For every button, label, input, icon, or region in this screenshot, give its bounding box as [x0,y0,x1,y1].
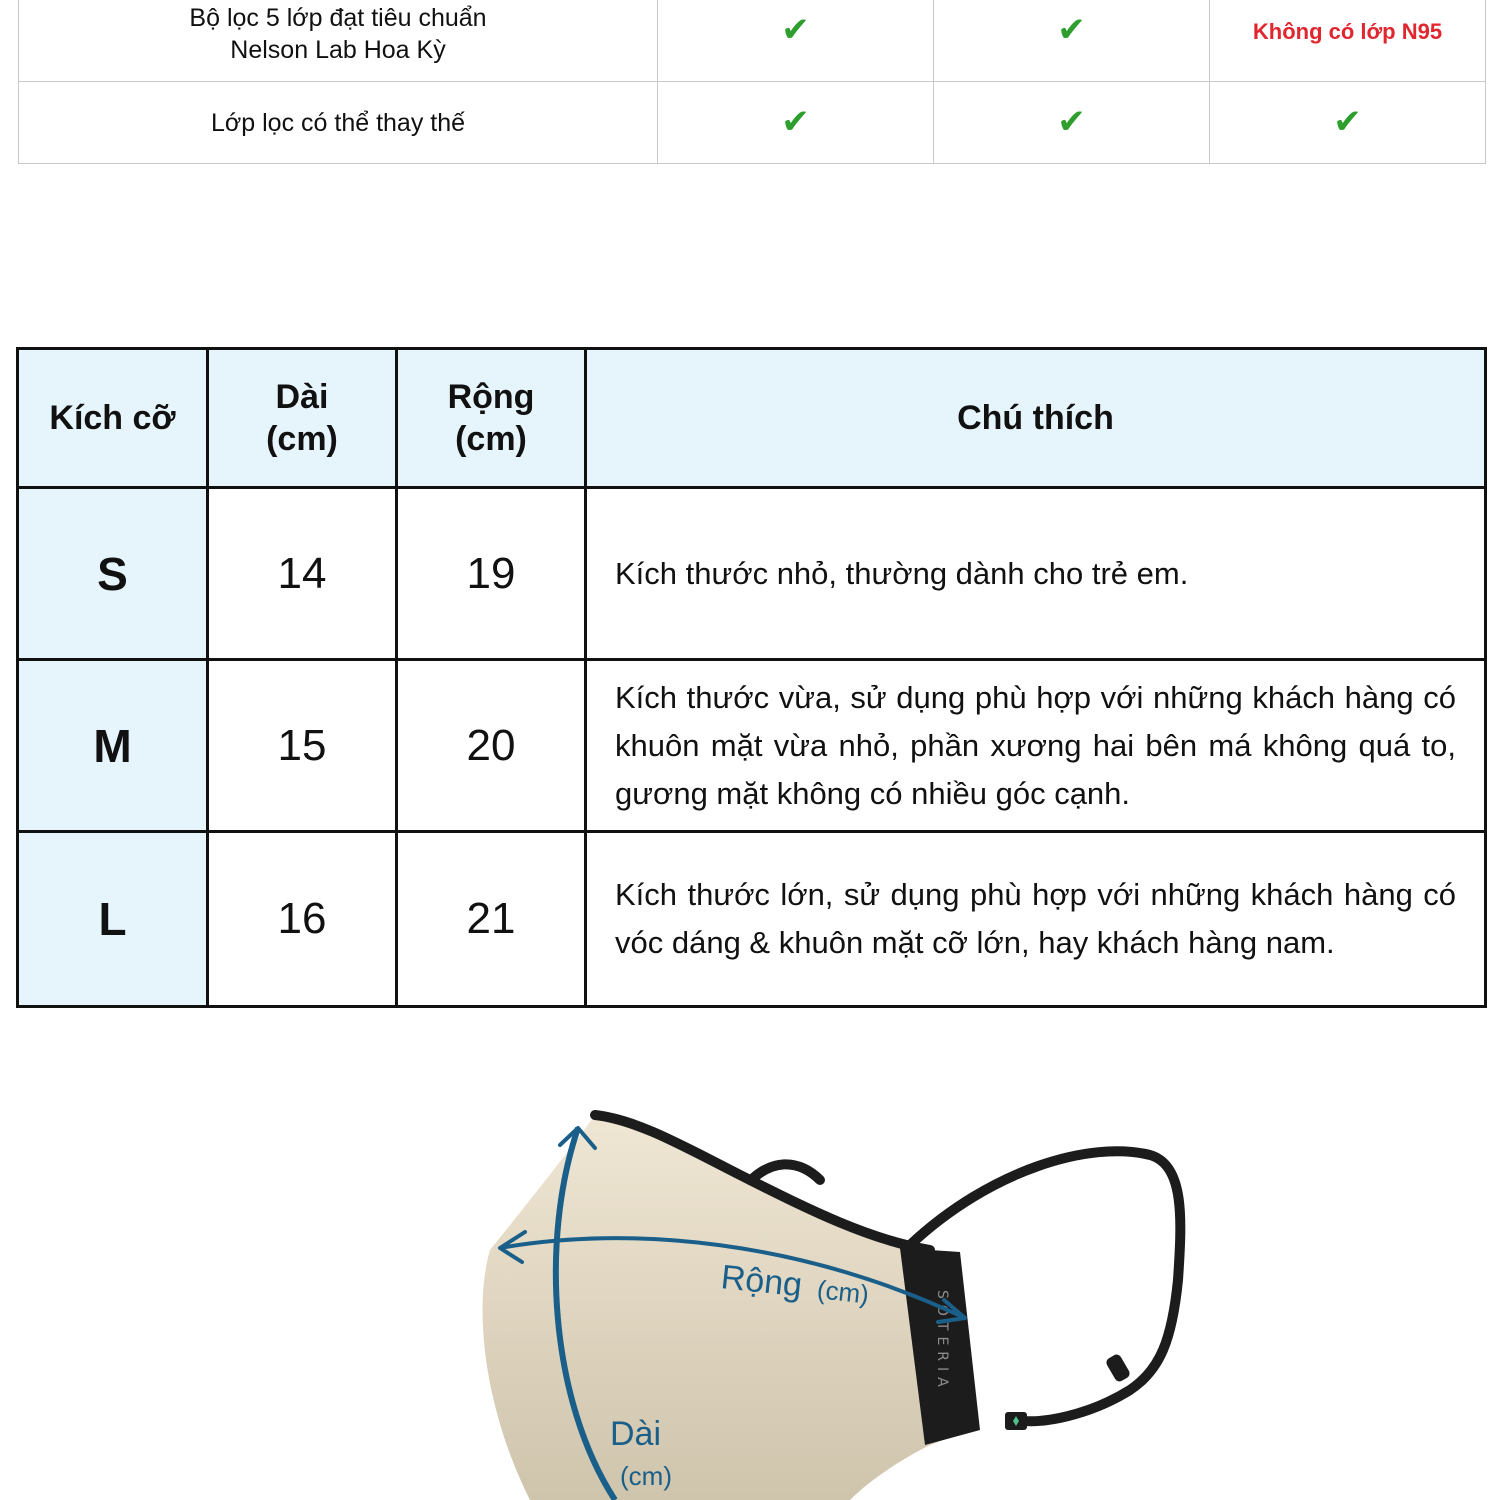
length-value: 16 [208,832,397,1007]
table-row [19,82,1486,164]
length-label: Dài [610,1415,662,1453]
check-icon: ✔ [1057,11,1086,49]
header-width-unit: (cm) [455,420,527,458]
feature-label: Lớp lọc có thể thay thế [210,108,466,137]
size-note: Kích thước lớn, sử dụng phù hợp với những khách hàng có vóc dáng & khuôn mặt cỡ lớn, hay khách hàng nam. [586,832,1486,1007]
width-value: 19 [397,488,586,660]
feature-comparison-table [18,0,1486,164]
negative-cell [1210,0,1486,82]
feature-cell [19,0,658,82]
check-cell [934,0,1210,82]
size-note: Kích thước vừa, sử dụng phù hợp với những khách hàng có khuôn mặt vừa nhỏ, phần xương hai bên má không quá to, gương mặt không có nhiều góc cạnh. [586,660,1486,832]
length-value: 14 [208,488,397,660]
no-n95-label: Không có lớp N95 [1252,18,1443,44]
check-icon: ✔ [1057,102,1086,141]
header-note: Chú thích [586,349,1486,488]
size-chart-table [16,347,1487,1008]
check-cell [658,0,934,82]
check-cell [934,82,1210,164]
table-row [18,488,1486,660]
header-width [397,349,586,488]
header-length-unit: (cm) [266,420,338,458]
check-cell [1210,82,1486,164]
brand-text: SOTERIA [934,1290,950,1393]
width-value: 20 [397,660,586,832]
table-row [18,832,1486,1007]
table-row [18,660,1486,832]
width-value: 21 [397,832,586,1007]
check-icon: ✔ [781,102,810,141]
size-label: M [18,660,208,832]
width-label-unit: (cm) [815,1274,871,1310]
check-cell [658,82,934,164]
header-size: Kích cỡ [18,349,208,488]
check-icon: ✔ [1333,102,1362,141]
header-length [208,349,397,488]
length-unit: (cm) [620,1461,672,1491]
size-note: Kích thước nhỏ, thường dành cho trẻ em. [586,488,1486,660]
feature-label-line2: Nelson Lab Hoa Kỳ [230,35,446,64]
length-value: 15 [208,660,397,832]
header-width-label: Rộng [447,378,535,416]
check-icon: ✔ [781,11,810,49]
size-label: L [18,832,208,1007]
header-length-label: Dài [275,378,329,416]
table-row [19,0,1486,82]
feature-cell [19,82,658,164]
size-table-header [18,349,1486,488]
size-label: S [18,488,208,660]
feature-label-line1: Bộ lọc 5 lớp đạt tiêu chuẩn [189,3,487,32]
loop-stopper [1105,1353,1132,1384]
mask-size-illustration [470,1100,1210,1500]
width-label-text: Rộng [719,1258,804,1305]
